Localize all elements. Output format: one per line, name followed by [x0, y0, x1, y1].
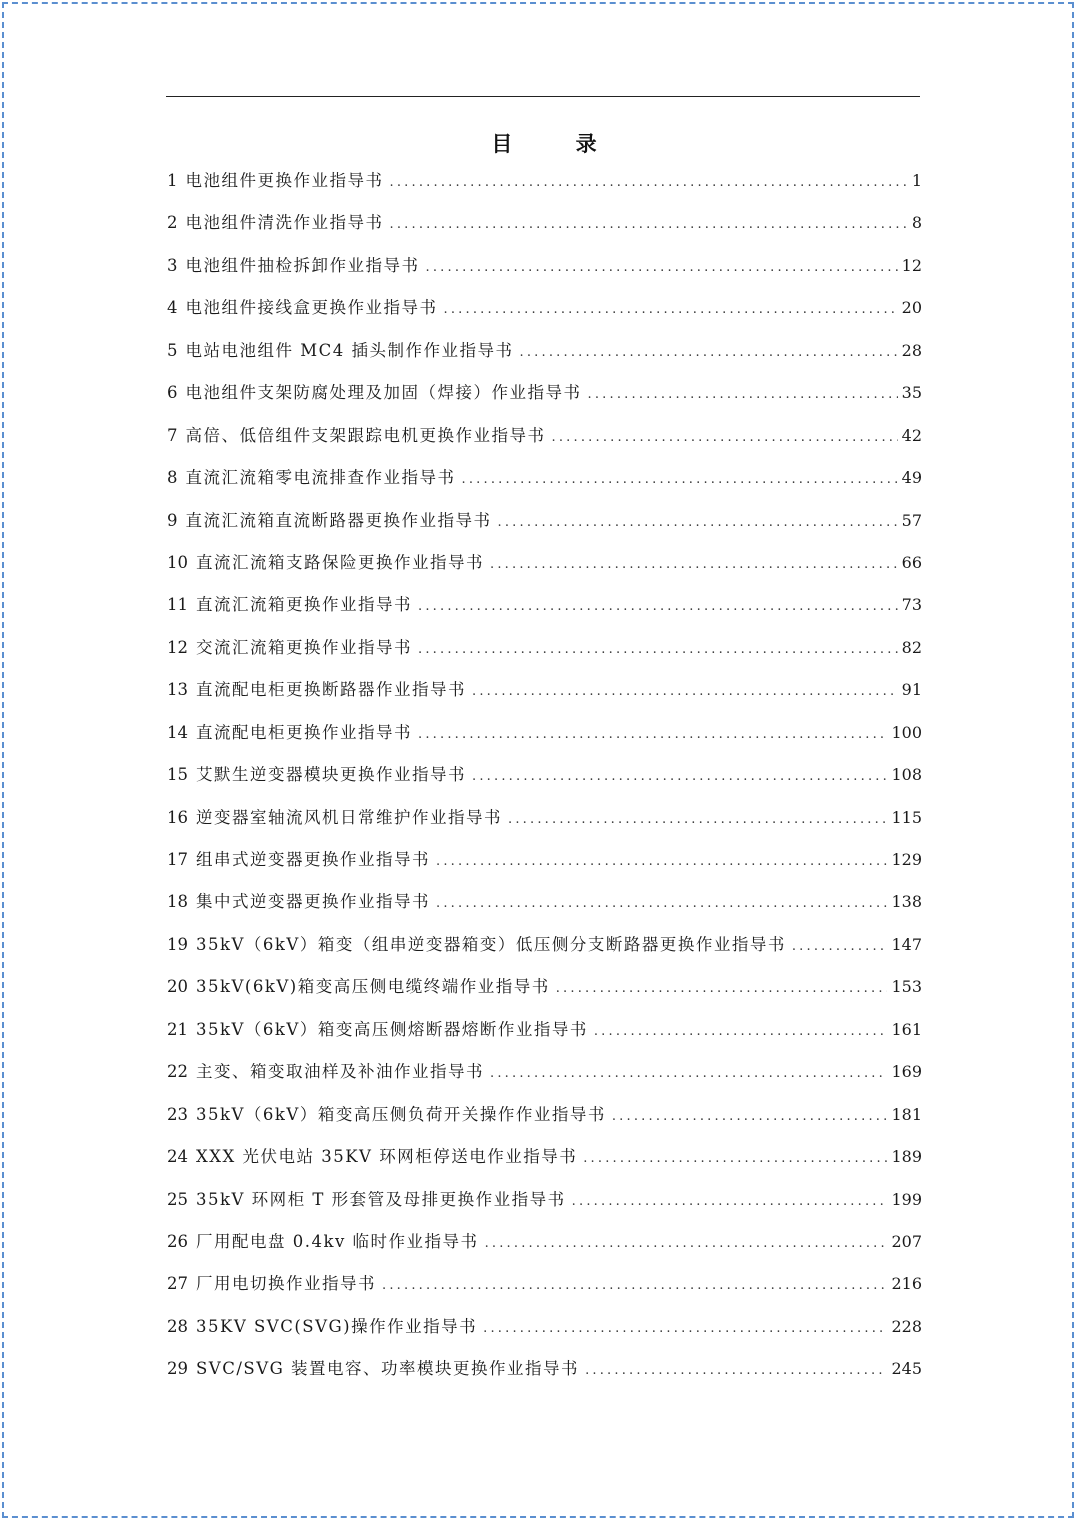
- toc-entry-number: 22: [167, 1062, 188, 1082]
- toc-entry-title: 电站电池组件 MC4 插头制作作业指导书: [185, 340, 514, 360]
- toc-entry-page-number: 216: [891, 1274, 922, 1294]
- toc-dot-leader: [588, 376, 898, 414]
- toc-entry-number: 2: [167, 213, 178, 233]
- toc-entry[interactable]: [167, 1138, 922, 1180]
- toc-entry-number: 19: [167, 934, 188, 954]
- toc-entry[interactable]: [167, 799, 922, 841]
- toc-entry-page-number: 153: [891, 977, 922, 997]
- toc-entry-title: 逆变器室轴流风机日常维护作业指导书: [196, 807, 502, 827]
- toc-dot-leader: [444, 291, 898, 329]
- toc-entry-title: 35KV SVC(SVG)操作作业指导书: [196, 1316, 478, 1336]
- toc-dot-leader: [490, 546, 898, 584]
- toc-entry-title: 厂用配电盘 0.4kv 临时作业指导书: [196, 1231, 479, 1251]
- toc-entry-number: 18: [167, 892, 188, 912]
- toc-entry[interactable]: [167, 544, 922, 586]
- toc-entry-title: 电池组件支架防腐处理及加固（焊接）作业指导书: [185, 383, 582, 403]
- toc-entry-page-number: 169: [891, 1062, 922, 1082]
- toc-dot-leader: [572, 1183, 888, 1221]
- toc-entry-number: 20: [167, 977, 188, 997]
- toc-entry-page-number: 91: [901, 680, 922, 700]
- table-of-contents: [167, 162, 922, 1393]
- toc-entry-page-number: 82: [901, 637, 922, 657]
- toc-entry-title: 35kV(6kV)箱变高压侧电缆终端作业指导书: [196, 977, 550, 997]
- toc-entry-title: 电池组件接线盒更换作业指导书: [185, 298, 438, 318]
- toc-entry-title: 艾默生逆变器模块更换作业指导书: [196, 765, 466, 785]
- toc-entry-number: 26: [167, 1231, 188, 1251]
- toc-dot-leader: [594, 1013, 888, 1051]
- toc-entry[interactable]: [167, 1350, 922, 1392]
- toc-entry-title: 主变、箱变取油样及补油作业指导书: [196, 1062, 484, 1082]
- toc-entry[interactable]: [167, 841, 922, 883]
- toc-entry-title: 直流汇流箱零电流排查作业指导书: [185, 468, 456, 488]
- toc-entry-number: 17: [167, 850, 188, 869]
- toc-dot-leader: [436, 885, 887, 923]
- toc-entry-number: 9: [167, 510, 178, 530]
- toc-entry-page-number: 129: [891, 850, 922, 869]
- toc-dot-leader: [382, 1267, 887, 1305]
- toc-entry-title: 电池组件抽检拆卸作业指导书: [185, 255, 420, 275]
- toc-entry[interactable]: [167, 1096, 922, 1138]
- toc-dot-leader: [498, 504, 898, 542]
- toc-entry-title: 35kV（6kV）箱变高压侧负荷开关操作作业指导书: [196, 1104, 606, 1124]
- toc-entry-page-number: 189: [891, 1147, 922, 1167]
- toc-entry[interactable]: [167, 586, 922, 628]
- toc-dot-leader: [462, 461, 898, 499]
- toc-entry[interactable]: [167, 883, 922, 925]
- toc-entry-title: 厂用电切换作业指导书: [196, 1274, 376, 1294]
- toc-entry-title: SVC/SVG 装置电容、功率模块更换作业指导书: [196, 1359, 580, 1379]
- toc-entry[interactable]: [167, 1308, 922, 1350]
- toc-entry[interactable]: [167, 714, 922, 756]
- toc-entry-title: 电池组件清洗作业指导书: [185, 213, 384, 233]
- toc-dot-leader: [585, 1352, 887, 1390]
- toc-entry-number: 24: [167, 1147, 188, 1167]
- toc-entry-number: 1: [167, 171, 178, 190]
- toc-entry-title: 交流汇流箱更换作业指导书: [196, 637, 412, 657]
- toc-entry-page-number: 245: [891, 1359, 922, 1379]
- toc-entry-page-number: 199: [891, 1189, 922, 1209]
- toc-entry-title: 直流汇流箱更换作业指导书: [196, 595, 412, 615]
- toc-dot-leader: [436, 843, 887, 881]
- toc-entry-page-number: 42: [901, 425, 922, 445]
- toc-entry[interactable]: [167, 968, 922, 1010]
- toc-dot-leader: [552, 419, 898, 457]
- toc-entry[interactable]: [167, 459, 922, 501]
- toc-entry[interactable]: [167, 1053, 922, 1095]
- toc-entry-page-number: 147: [891, 934, 922, 954]
- toc-dot-leader: [418, 588, 898, 626]
- toc-entry-page-number: 138: [891, 892, 922, 912]
- toc-entry-number: 16: [167, 807, 188, 827]
- toc-dot-leader: [508, 801, 887, 839]
- toc-entry-number: 25: [167, 1189, 188, 1209]
- toc-entry[interactable]: [167, 671, 922, 713]
- toc-entry[interactable]: [167, 332, 922, 374]
- toc-entry-title: 直流汇流箱支路保险更换作业指导书: [196, 552, 484, 572]
- toc-entry-page-number: 161: [891, 1019, 922, 1039]
- toc-entry[interactable]: [167, 629, 922, 671]
- toc-entry-title: XXX 光伏电站 35KV 环网柜停送电作业指导书: [196, 1147, 578, 1167]
- toc-dot-leader: [418, 631, 898, 669]
- toc-entry-number: 23: [167, 1104, 188, 1124]
- toc-entry-number: 10: [167, 552, 188, 572]
- toc-entry[interactable]: [167, 1181, 922, 1223]
- toc-entry-title: 集中式逆变器更换作业指导书: [196, 892, 430, 912]
- toc-entry-number: 28: [167, 1316, 188, 1336]
- toc-dot-leader: [426, 249, 898, 287]
- toc-entry-number: 21: [167, 1019, 188, 1039]
- toc-entry-number: 6: [167, 383, 178, 403]
- toc-entry-title: 直流汇流箱直流断路器更换作业指导书: [185, 510, 492, 530]
- toc-entry-page-number: 35: [901, 383, 922, 403]
- toc-entry-page-number: 228: [891, 1316, 922, 1336]
- toc-entry-number: 27: [167, 1274, 188, 1294]
- toc-dot-leader: [483, 1310, 887, 1348]
- toc-dot-leader: [792, 928, 888, 966]
- toc-entry-page-number: 73: [901, 595, 922, 615]
- toc-entry[interactable]: [167, 247, 922, 289]
- toc-title: 目 录: [491, 131, 625, 156]
- toc-dot-leader: [612, 1098, 888, 1136]
- toc-entry-number: 11: [167, 595, 188, 615]
- toc-entry-title: 组串式逆变器更换作业指导书: [196, 850, 430, 869]
- toc-entry[interactable]: [167, 162, 922, 204]
- toc-entry[interactable]: [167, 289, 922, 331]
- toc-entry-number: 7: [167, 425, 178, 445]
- toc-entry-title: 35kV 环网柜 T 形套管及母排更换作业指导书: [196, 1189, 566, 1209]
- toc-dot-leader: [472, 758, 887, 796]
- toc-entry-number: 4: [167, 298, 178, 318]
- toc-entry[interactable]: [167, 1265, 922, 1307]
- toc-entry-number: 12: [167, 637, 188, 657]
- toc-entry-title: 35kV（6kV）箱变（组串逆变器箱变）低压侧分支断路器更换作业指导书: [196, 934, 786, 954]
- toc-entry-page-number: 108: [891, 765, 922, 785]
- toc-entry-number: 5: [167, 340, 178, 360]
- toc-entry-page-number: 28: [901, 340, 922, 360]
- toc-dot-leader: [390, 206, 908, 244]
- toc-entry[interactable]: [167, 1011, 922, 1053]
- toc-entry-page-number: 66: [901, 552, 922, 572]
- toc-entry[interactable]: [167, 1223, 922, 1265]
- toc-entry-page-number: 20: [901, 298, 922, 318]
- header-rule: [166, 96, 920, 97]
- toc-entry[interactable]: [167, 374, 922, 416]
- toc-entry[interactable]: [167, 926, 922, 968]
- toc-entry-number: 14: [167, 722, 188, 742]
- toc-entry-title: 直流配电柜更换作业指导书: [196, 722, 412, 742]
- toc-entry-page-number: 49: [901, 468, 922, 488]
- toc-dot-leader: [583, 1140, 887, 1178]
- toc-entry-page-number: 8: [911, 213, 922, 233]
- toc-entry-page-number: 57: [901, 510, 922, 530]
- toc-entry-page-number: 100: [891, 722, 922, 742]
- toc-entry-page-number: 115: [891, 807, 922, 827]
- toc-entry-page-number: 12: [901, 255, 922, 275]
- toc-entry[interactable]: [167, 417, 922, 459]
- toc-entry-page-number: 1: [911, 171, 922, 190]
- toc-entry[interactable]: [167, 204, 922, 246]
- toc-dot-leader: [520, 334, 898, 372]
- toc-dot-leader: [472, 673, 898, 711]
- toc-entry-title: 直流配电柜更换断路器作业指导书: [196, 680, 466, 700]
- toc-entry-number: 15: [167, 765, 188, 785]
- toc-dot-leader: [490, 1055, 887, 1093]
- toc-entry-title: 35kV（6kV）箱变高压侧熔断器熔断作业指导书: [196, 1019, 588, 1039]
- toc-entry-title: 高倍、低倍组件支架跟踪电机更换作业指导书: [185, 425, 546, 445]
- toc-entry-title: 电池组件更换作业指导书: [185, 171, 384, 190]
- toc-dot-leader: [485, 1225, 888, 1263]
- toc-entry-page-number: 207: [891, 1231, 922, 1251]
- toc-entry[interactable]: [167, 502, 922, 544]
- toc-dot-leader: [390, 164, 908, 202]
- toc-entry-number: 29: [167, 1359, 188, 1379]
- toc-entry-number: 13: [167, 680, 188, 700]
- toc-entry-number: 3: [167, 255, 178, 275]
- toc-dot-leader: [418, 716, 887, 754]
- toc-entry[interactable]: [167, 756, 922, 798]
- toc-dot-leader: [556, 970, 888, 1008]
- toc-entry-page-number: 181: [891, 1104, 922, 1124]
- toc-entry-number: 8: [167, 468, 178, 488]
